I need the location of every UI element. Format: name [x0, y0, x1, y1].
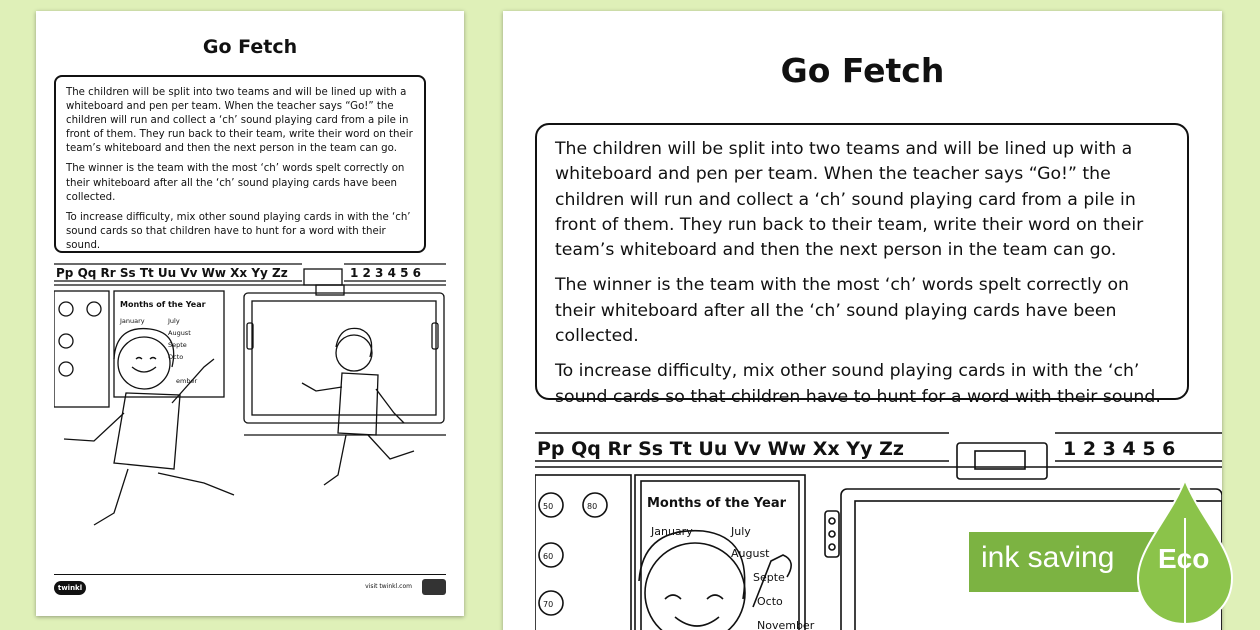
twinkl-badge-icon [422, 579, 446, 595]
visit-text: visit twinkl.com [365, 583, 412, 590]
classroom-drawing [54, 263, 446, 573]
eco-label: Eco [1158, 543, 1210, 574]
month-october-large: Octo [757, 595, 783, 608]
classroom-illustration [54, 263, 446, 573]
flower-number-60: 60 [543, 552, 554, 561]
instruction-paragraph-2-large: The winner is the team with the most ‘ch’ words spelt correctly on their whiteboard after all the ‘ch’ sound playing cards have been collected. [555, 275, 1130, 347]
poster-title: Months of the Year [120, 300, 206, 309]
instruction-paragraph-3-large: To increase difficulty, mix other sound playing cards in with the ‘ch’ sound cards so that children have to hunt for a word with their sound. [555, 361, 1161, 407]
month-september-large: Septe [753, 571, 785, 584]
alphabet-strip-large: Pp Qq Rr Ss Tt Uu Vv Ww Xx Yy Zz [537, 438, 904, 460]
instructions-box [54, 75, 426, 253]
month-october: Octo [168, 353, 184, 361]
instruction-paragraph-1: The children will be split into two teams and will be lined up with a whiteboard and pen per team. When the teacher says “Go!” the children will run and collect a ‘ch’ sound playing card from a pile in front of them. They run back to their team, write their word on their team’s whiteboard and then the next person in the team can go. [66, 87, 413, 155]
worksheet-title-large: Go Fetch [780, 51, 945, 90]
month-september: Septe [168, 341, 187, 349]
month-july-large: July [731, 525, 751, 538]
month-january: January [120, 317, 145, 325]
month-july: July [168, 317, 180, 325]
alphabet-strip: Pp Qq Rr Ss Tt Uu Vv Ww Xx Yy Zz [56, 266, 288, 280]
worksheet-title: Go Fetch [202, 36, 298, 58]
instruction-paragraph-3: To increase difficulty, mix other sound playing cards in with the ‘ch’ sound cards so that children have to hunt for a word with their sound. [66, 211, 411, 251]
number-strip: 1 2 3 4 5 6 [350, 266, 421, 280]
instruction-paragraph-1-large: The children will be split into two teams and will be lined up with a whiteboard and pen per team. When the teacher says “Go!” the children will run and collect a ‘ch’ sound playing card from a pile in front of them. They run back to their team, write their word on their team’s whiteboard and then the next person in the team can go. [555, 139, 1144, 261]
worksheet-preview-small [36, 11, 464, 616]
month-august: August [168, 329, 191, 337]
poster-title-large: Months of the Year [647, 496, 787, 511]
month-november: ember [176, 377, 198, 385]
instruction-paragraph-2: The winner is the team with the most ‘ch’ words spelt correctly on their whiteboard after all the ‘ch’ sound playing cards have been collected. [66, 163, 405, 203]
ink-saving-text: ink saving [981, 541, 1115, 574]
flower-number-70: 70 [543, 600, 554, 609]
month-november-large: November [757, 619, 815, 630]
month-january-large: January [651, 525, 693, 538]
number-strip-large: 1 2 3 4 5 6 [1063, 438, 1176, 460]
twinkl-logo: twinkl [54, 581, 86, 595]
instructions-box-large [535, 123, 1189, 407]
month-august-large: August [731, 547, 770, 560]
worksheet-footer [54, 574, 446, 596]
flower-number-50: 50 [543, 502, 554, 511]
flower-number-80: 80 [587, 502, 598, 511]
